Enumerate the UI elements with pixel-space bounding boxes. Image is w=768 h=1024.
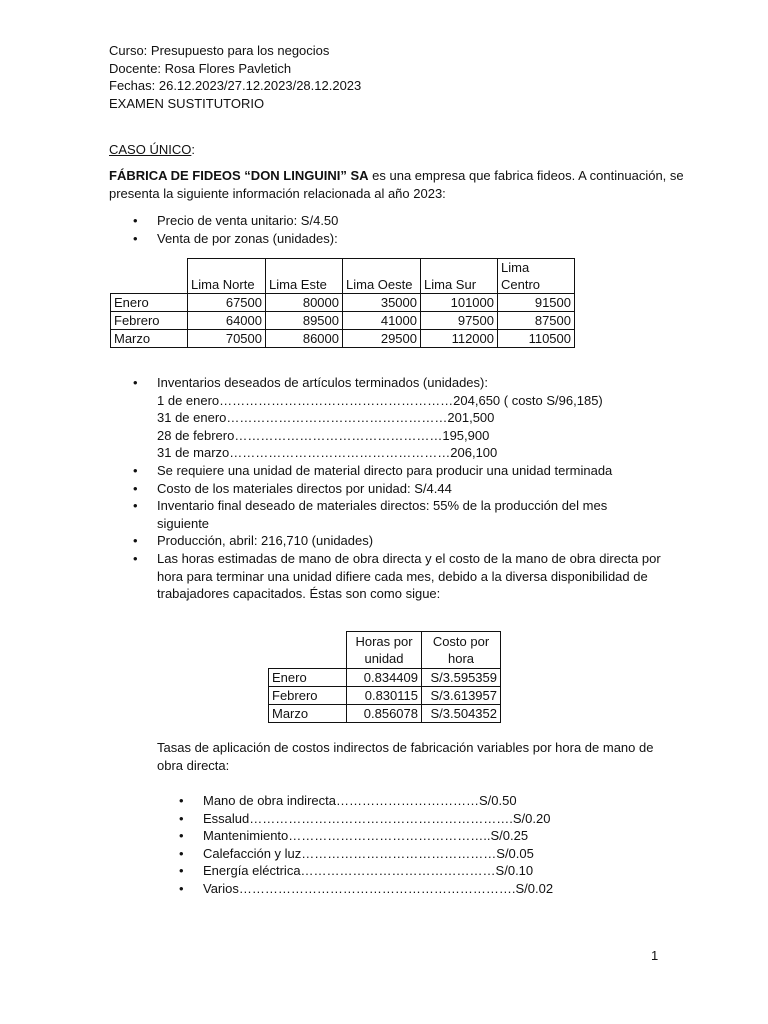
empty-cell <box>269 632 347 669</box>
course-line: Curso: Presupuesto para los negocios <box>109 43 330 58</box>
header-cell <box>422 632 501 669</box>
list-item <box>179 827 553 845</box>
bullet-icon: • <box>179 793 184 808</box>
table-header-row <box>111 259 575 294</box>
list-item <box>133 212 339 230</box>
case-title <box>109 141 195 159</box>
header-line: Costo por <box>432 634 490 649</box>
table-row <box>269 669 501 687</box>
header-line: Centro <box>501 277 541 292</box>
list-item <box>179 810 553 828</box>
value-cell: 70500 <box>188 330 266 348</box>
table-row <box>269 687 501 705</box>
middle-bullets <box>133 374 661 603</box>
bullet-icon: • <box>179 810 184 826</box>
list-item <box>133 550 661 568</box>
document-header <box>109 42 361 112</box>
value-cell: 110500 <box>498 330 575 348</box>
teacher-line: Docente: Rosa Flores Pavletich <box>109 60 292 76</box>
month-cell: Enero <box>269 669 347 687</box>
bullet-icon: • <box>133 550 138 566</box>
list-item <box>133 480 661 498</box>
bullet-icon: • <box>179 845 184 861</box>
rate-text: Essalud…………………………………………………….S/0.20 <box>203 810 551 826</box>
month-cell: Febrero <box>111 312 188 330</box>
inventory-line: 31 de marzo……………………………………………206,100 <box>157 445 498 461</box>
dates-line: Fechas: 26.12.2023/27.12.2023/28.12.2023 <box>109 78 362 93</box>
bullet-text: Costo de los materiales directos por unidad: S/4.44 <box>157 480 452 496</box>
header-line: hora <box>447 651 475 666</box>
list-item <box>133 374 661 392</box>
header-cell <box>347 632 422 669</box>
sales-table <box>110 258 575 348</box>
header-line: unidad <box>364 651 404 666</box>
exam-line: EXAMEN SUSTITUTORIO <box>109 95 265 111</box>
bullet-icon: • <box>133 375 138 390</box>
bullet-icon: • <box>133 498 138 514</box>
month-cell: Febrero <box>269 687 347 705</box>
table-header-row <box>269 632 501 669</box>
hours-cell: 0.856078 <box>347 705 422 723</box>
value-cell: 29500 <box>343 330 421 348</box>
rates-intro-line: Tasas de aplicación de costos indirectos de fabricación variables por hora de mano de <box>157 740 654 755</box>
month-cell: Marzo <box>269 705 347 723</box>
top-bullets <box>133 212 339 247</box>
bullet-text: Inventarios deseados de artículos terminados (unidades): <box>157 375 488 390</box>
bullet-icon: • <box>179 828 184 844</box>
list-item-continuation: hora para terminar una unidad difiere cada mes, debido a la diversa disponibilidad de <box>157 568 648 584</box>
rates-intro <box>157 739 653 774</box>
header-line: Lima <box>501 260 530 275</box>
month-cell: Marzo <box>111 330 188 348</box>
value-cell: 91500 <box>498 294 575 312</box>
rate-text: Energía eléctrica………………………………………S/0.10 <box>203 863 534 879</box>
table-row <box>111 312 575 330</box>
bullet-text: Producción, abril: 216,710 (unidades) <box>157 533 374 549</box>
value-cell: 97500 <box>421 312 498 330</box>
header-line: Horas por <box>355 634 413 649</box>
list-item-continuation: trabajadores capacitados. Éstas son como sigue: <box>157 586 441 602</box>
bullet-icon: • <box>133 213 138 228</box>
bullet-text: Venta de por zonas (unidades): <box>157 230 338 246</box>
intro-line2: presenta la siguiente información relacionada al año 2023: <box>109 185 446 201</box>
case-title-colon: : <box>191 142 195 157</box>
company-name: FÁBRICA DE FIDEOS “DON LINGUINI” SA <box>109 168 369 183</box>
value-cell: 35000 <box>343 294 421 312</box>
labor-table <box>268 631 501 723</box>
bullet-icon: • <box>179 863 184 879</box>
list-item <box>179 862 553 880</box>
header-cell <box>498 259 575 294</box>
month-cell: Enero <box>111 294 188 312</box>
value-cell: 80000 <box>266 294 343 312</box>
header-cell: Lima Sur <box>421 259 498 294</box>
rate-text: Mano de obra indirecta……………………………S/0.50 <box>203 793 517 808</box>
value-cell: 87500 <box>498 312 575 330</box>
list-item <box>179 880 554 898</box>
value-cell: 67500 <box>188 294 266 312</box>
table-row <box>269 705 501 723</box>
intro-paragraph <box>109 167 684 202</box>
rate-text: Calefacción y luz………………………………………S/0.05 <box>203 845 534 861</box>
list-item <box>133 497 661 515</box>
bullet-text: Las horas estimadas de mano de obra directa y el costo de la mano de obra directa por <box>157 550 661 566</box>
list-item <box>133 230 338 248</box>
header-cell: Lima Este <box>266 259 343 294</box>
inventory-line: 31 de enero……………………………………………201,500 <box>157 410 495 426</box>
rates-list <box>179 792 554 898</box>
list-item <box>179 845 553 863</box>
rate-text: Mantenimiento………………………………………..S/0.25 <box>203 828 529 844</box>
bullet-text: Inventario final deseado de materiales directos: 55% de la producción del mes <box>157 498 608 514</box>
bullet-icon: • <box>133 533 138 549</box>
inventory-line: 28 de febrero…………………………………………195,900 <box>157 427 490 443</box>
inventory-line: 1 de enero………………………………………………204,650 ( costo S/96,185) <box>157 392 603 408</box>
value-cell: 89500 <box>266 312 343 330</box>
hours-cell: 0.834409 <box>347 669 422 687</box>
page-number: 1 <box>651 948 659 963</box>
table-row <box>111 294 575 312</box>
empty-cell <box>111 259 188 294</box>
bullet-icon: • <box>179 880 184 896</box>
cost-cell: S/3.613957 <box>422 687 501 705</box>
value-cell: 112000 <box>421 330 498 348</box>
value-cell: 41000 <box>343 312 421 330</box>
rates-intro-line: obra directa: <box>157 757 230 773</box>
case-title-text: CASO ÚNICO <box>109 142 192 157</box>
value-cell: 101000 <box>421 294 498 312</box>
value-cell: 86000 <box>266 330 343 348</box>
bullet-icon: • <box>133 480 138 496</box>
hours-cell: 0.830115 <box>347 687 422 705</box>
header-cell: Lima Oeste <box>343 259 421 294</box>
list-item <box>133 462 661 480</box>
bullet-text: Se requiere una unidad de material directo para producir una unidad terminada <box>157 462 613 478</box>
cost-cell: S/3.595359 <box>422 669 501 687</box>
rate-text: Varios……………………………………………………….S/0.02 <box>203 880 554 896</box>
cost-cell: S/3.504352 <box>422 705 501 723</box>
table-row <box>111 330 575 348</box>
intro-line1: es una empresa que fabrica fideos. A continuación, se <box>368 168 684 183</box>
bullet-icon: • <box>133 462 138 478</box>
header-cell: Lima Norte <box>188 259 266 294</box>
bullet-icon: • <box>133 230 138 246</box>
value-cell: 64000 <box>188 312 266 330</box>
list-item <box>179 792 553 810</box>
bullet-text: Precio de venta unitario: S/4.50 <box>157 213 339 228</box>
list-item-continuation: siguiente <box>157 515 210 531</box>
list-item <box>133 532 661 550</box>
